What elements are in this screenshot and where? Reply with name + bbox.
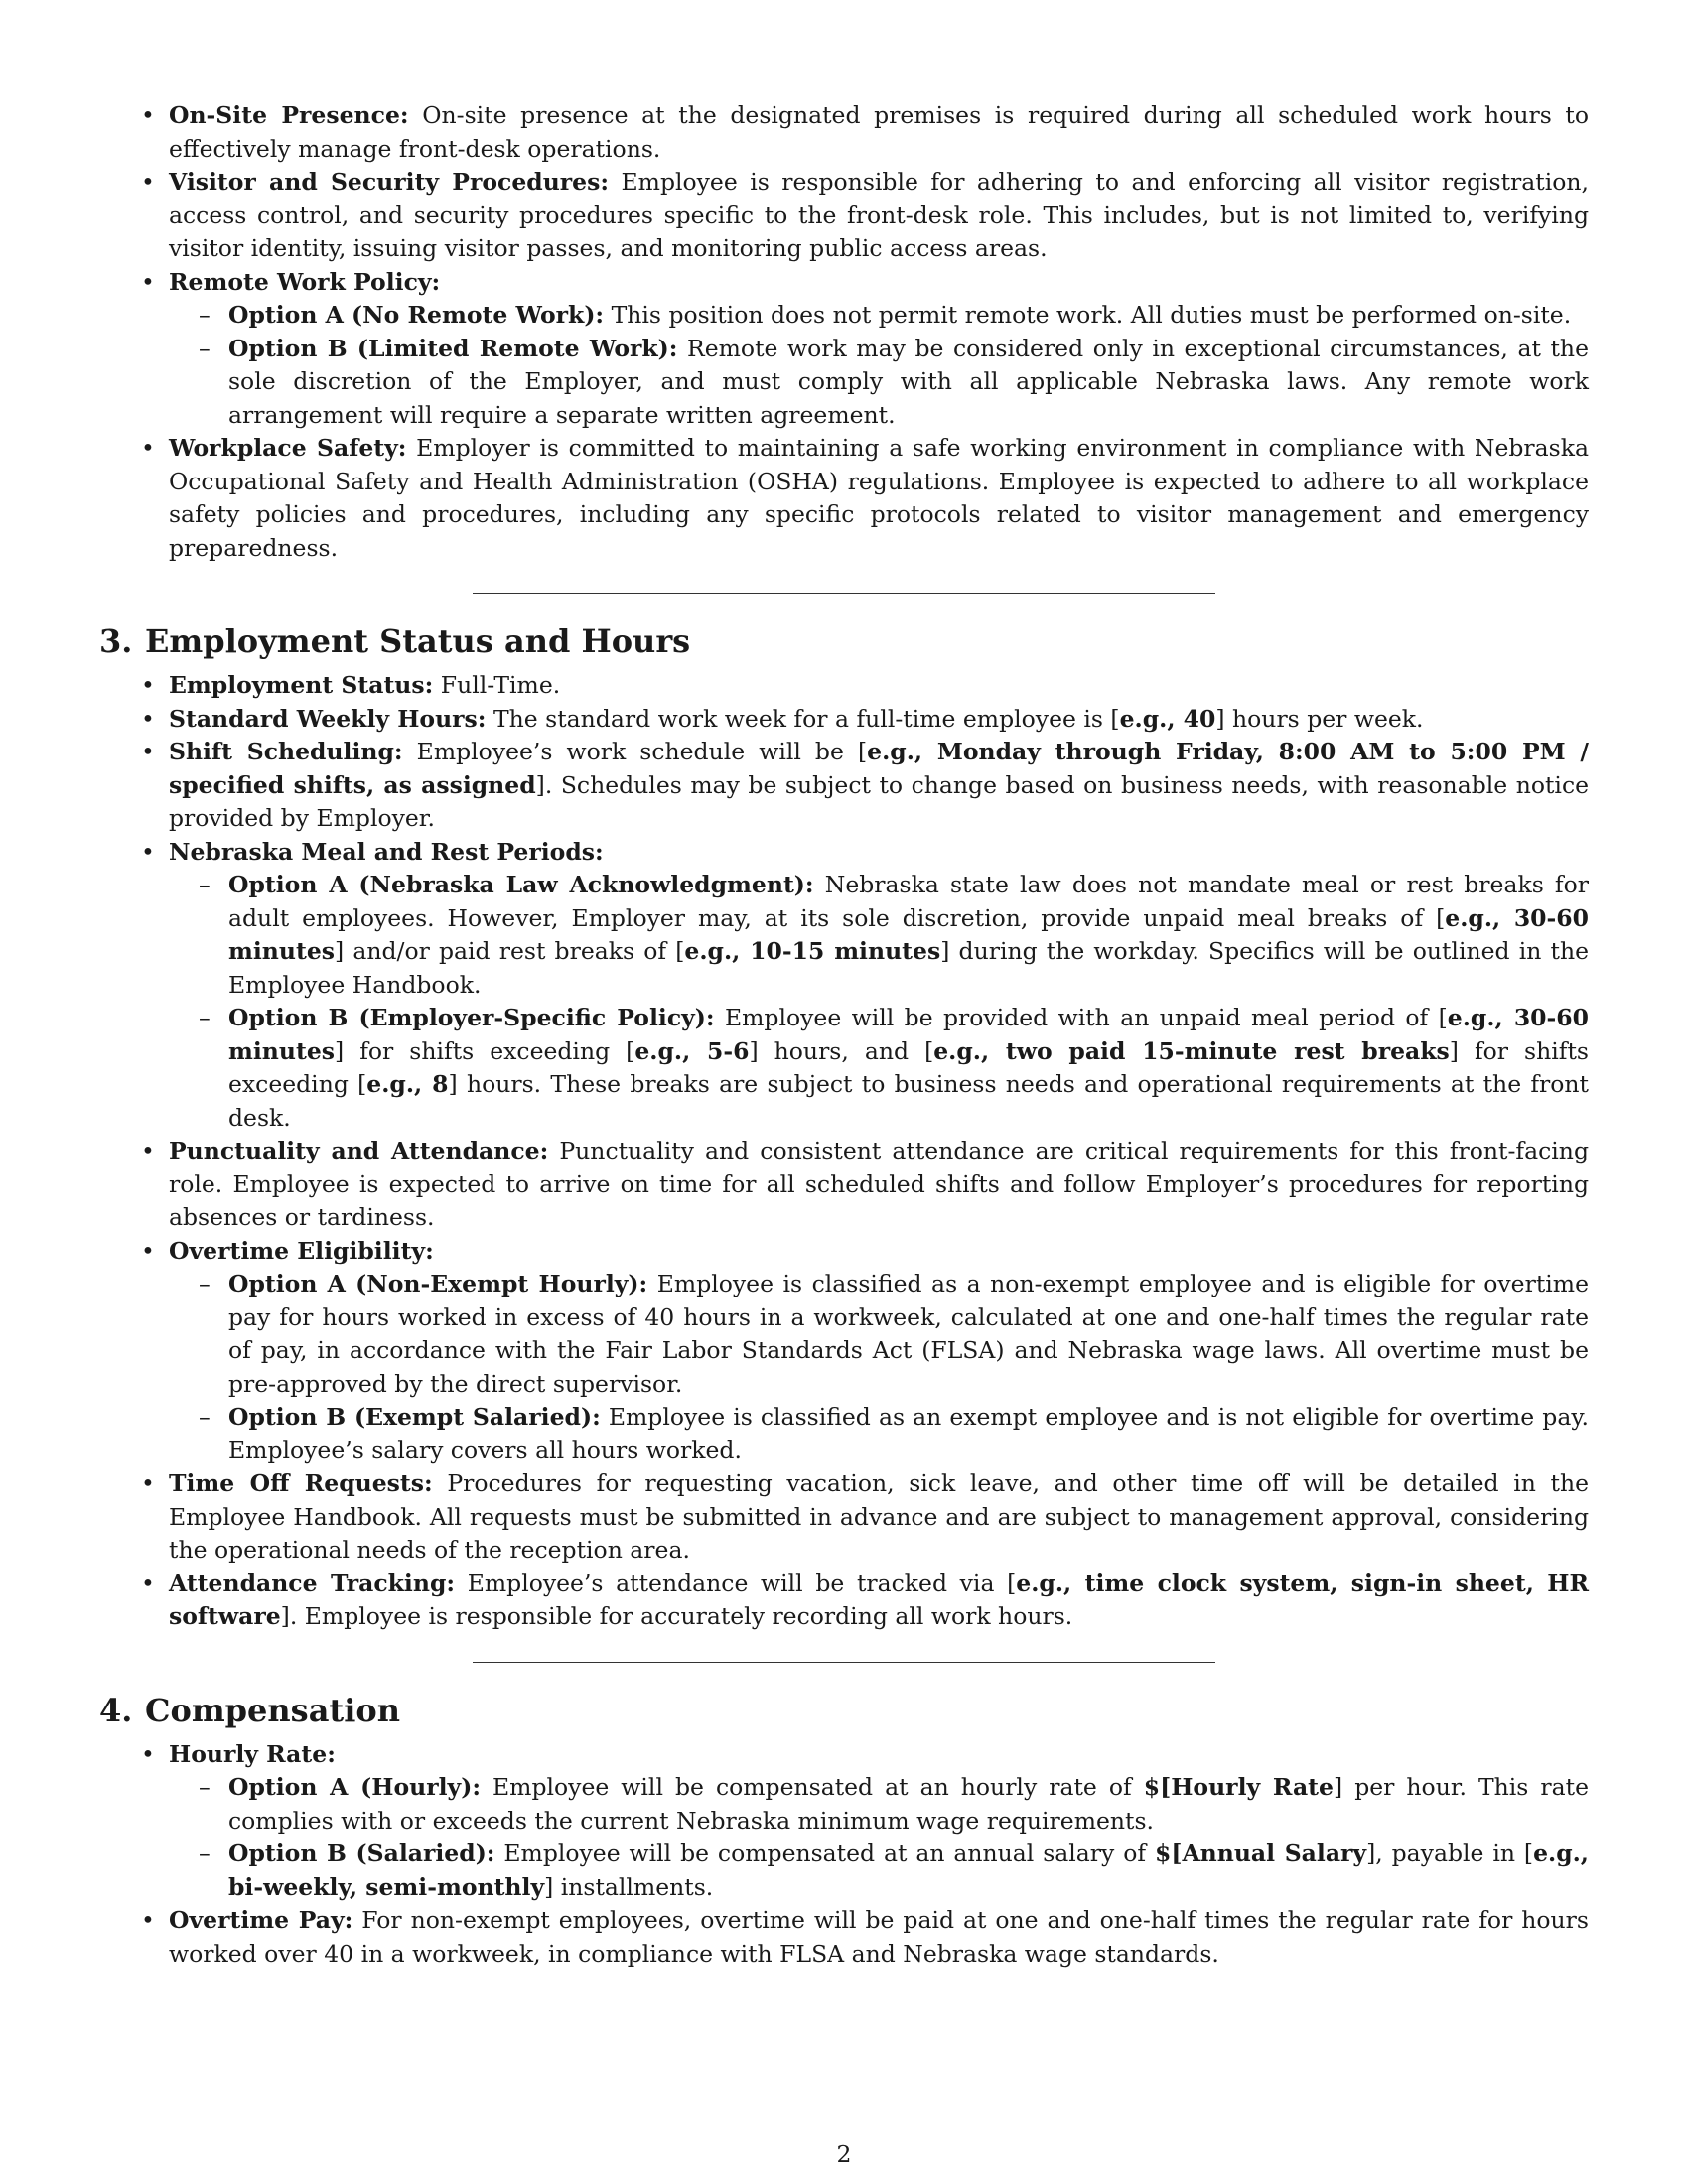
page-number: 2 [836,2140,852,2168]
list-item-hourly-rate: • Hourly Rate: – Option A (Hourly): Employee will be compensated at an hourly rate of $[Hourly Rate] per hour. This rate complies with or exceeds the current Nebraska minimum wage requirements. – Option B (Salaried): Employee will be compensated at an annual salary of $[Annual Salary], payable in [e.g., bi-weekly, semi-monthly] installments. [99,1738,1589,1905]
section-divider [473,1662,1215,1663]
section-divider [473,593,1215,594]
list-item-remote: • Remote Work Policy: – Option A (No Remote Work): This position does not permit remote work. All duties must be performed on-site. – Option B (Limited Remote Work): Remote work may be considered only in exceptional circumstances, at the sole discretion of the Employer, and must comply with all applicable Nebraska laws. Any remote work arrangement will require a separate written agreement. [99,266,1589,433]
list-item-visitor: • Visitor and Security Procedures: Employee is responsible for adhering to and enforcing all visitor registration, access control, and security procedures specific to the front-desk role. This includes, but is not limited to, verifying visitor identity, issuing visitor passes, and monitoring public access areas. [99,166,1589,266]
section-2-list [99,99,1589,565]
sublist-item-remote-a: – Option A (No Remote Work): This position does not permit remote work. All duties must be performed on-site. [169,299,1589,333]
list-item-weekly-hours: • Standard Weekly Hours: The standard work week for a full-time employee is [e.g., 40] hours per week. [99,703,1589,737]
section-4-list [99,1738,1589,1972]
list-item-attendance-tracking: • Attendance Tracking: Employee’s attendance will be tracked via [e.g., time clock system, sign-in sheet, HR software]. Employee is responsible for accurately recording all work hours. [99,1568,1589,1634]
sublist-item-hourly-a: – Option A (Hourly): Employee will be compensated at an hourly rate of $[Hourly Rate] per hour. This rate complies with or exceeds the current Nebraska minimum wage requirements. [169,1771,1589,1838]
list-item-shift: • Shift Scheduling: Employee’s work schedule will be [e.g., Monday through Friday, 8:00 AM to 5:00 PM / specified shifts, as assigned]. Schedules may be subject to change based on business needs, with reasonable notice provided by Employer. [99,736,1589,836]
section-3-list [99,669,1589,1634]
document-page [99,99,1589,1971]
list-item-meal-rest: • Nebraska Meal and Rest Periods: – Option A (Nebraska Law Acknowledgment): Nebraska state law does not mandate meal or rest breaks for adult employees. However, Employer may, at its sole discretion, provide unpaid meal breaks of [e.g., 30-60 minutes] and/or paid rest breaks of [e.g., 10-15 minutes] during the workday. Specifics will be outlined in the Employee Handbook. – Option B (Employer-Specific Policy): Employee will be provided with an unpaid meal period of [e.g., 30-60 minutes] for shifts exceeding [e.g., 5-6] hours, and [e.g., two paid 15-minute rest breaks] for shifts exceeding [e.g., 8] hours. These breaks are subject to business needs and operational requirements at the front desk. [99,836,1589,1136]
list-item-overtime-pay: • Overtime Pay: For non-exempt employees, overtime will be paid at one and one-half times the regular rate for hours worked over 40 in a workweek, in compliance with FLSA and Nebraska wage standards. [99,1904,1589,1971]
list-item-overtime: • Overtime Eligibility: – Option A (Non-Exempt Hourly): Employee is classified as a non-exempt employee and is eligible for overtime pay for hours worked in excess of 40 hours in a workweek, calculated at one and one-half times the regular rate of pay, in accordance with the Fair Labor Standards Act (FLSA) and Nebraska wage laws. All overtime must be pre-approved by the direct supervisor. – Option B (Exempt Salaried): Employee is classified as an exempt employee and is not eligible for overtime pay. Employee’s salary covers all hours worked. [99,1235,1589,1468]
list-item-safety: • Workplace Safety: Employer is committed to maintaining a safe working environment in compliance with Nebraska Occupational Safety and Health Administration (OSHA) regulations. Employee is expected to adhere to all workplace safety policies and procedures, including any specific protocols related to visitor management and emergency preparedness. [99,432,1589,565]
list-item-punctuality: • Punctuality and Attendance: Punctuality and consistent attendance are critical requirements for this front-facing role. Employee is expected to arrive on time for all scheduled shifts and follow Employer’s procedures for reporting absences or tardiness. [99,1135,1589,1235]
sublist-item-meal-b: – Option B (Employer-Specific Policy): Employee will be provided with an unpaid meal period of [e.g., 30-60 minutes] for shifts exceeding [e.g., 5-6] hours, and [e.g., two paid 15-minute rest breaks] for shifts exceeding [e.g., 8] hours. These breaks are subject to business needs and operational requirements at the front desk. [169,1002,1589,1135]
sublist-item-overtime-b: – Option B (Exempt Salaried): Employee is classified as an exempt employee and is not eligible for overtime pay. Employee’s salary covers all hours worked. [169,1401,1589,1467]
sublist-item-remote-b: – Option B (Limited Remote Work): Remote work may be considered only in exceptional circumstances, at the sole discretion of the Employer, and must comply with all applicable Nebraska laws. Any remote work arrangement will require a separate written agreement. [169,333,1589,433]
sublist-item-meal-a: – Option A (Nebraska Law Acknowledgment): Nebraska state law does not mandate meal or rest breaks for adult employees. However, Employer may, at its sole discretion, provide unpaid meal breaks of [e.g., 30-60 minutes] and/or paid rest breaks of [e.g., 10-15 minutes] during the workday. Specifics will be outlined in the Employee Handbook. [169,869,1589,1002]
section-3-heading: 3. Employment Status and Hours [99,622,691,660]
list-item-status: • Employment Status: Full-Time. [99,669,1589,703]
list-item-onsite: • On-Site Presence: On-site presence at the designated premises is required during all scheduled work hours to effectively manage front-desk operations. [99,99,1589,166]
sublist-item-overtime-a: – Option A (Non-Exempt Hourly): Employee is classified as a non-exempt employee and is eligible for overtime pay for hours worked in excess of 40 hours in a workweek, calculated at one and one-half times the regular rate of pay, in accordance with the Fair Labor Standards Act (FLSA) and Nebraska wage laws. All overtime must be pre-approved by the direct supervisor. [169,1268,1589,1401]
section-4-heading: 4. Compensation [99,1691,400,1729]
sublist-item-hourly-b: – Option B (Salaried): Employee will be compensated at an annual salary of $[Annual Salary], payable in [e.g., bi-weekly, semi-monthly] installments. [169,1838,1589,1904]
list-item-time-off: • Time Off Requests: Procedures for requesting vacation, sick leave, and other time off will be detailed in the Employee Handbook. All requests must be submitted in advance and are subject to management approval, considering the operational needs of the reception area. [99,1467,1589,1568]
